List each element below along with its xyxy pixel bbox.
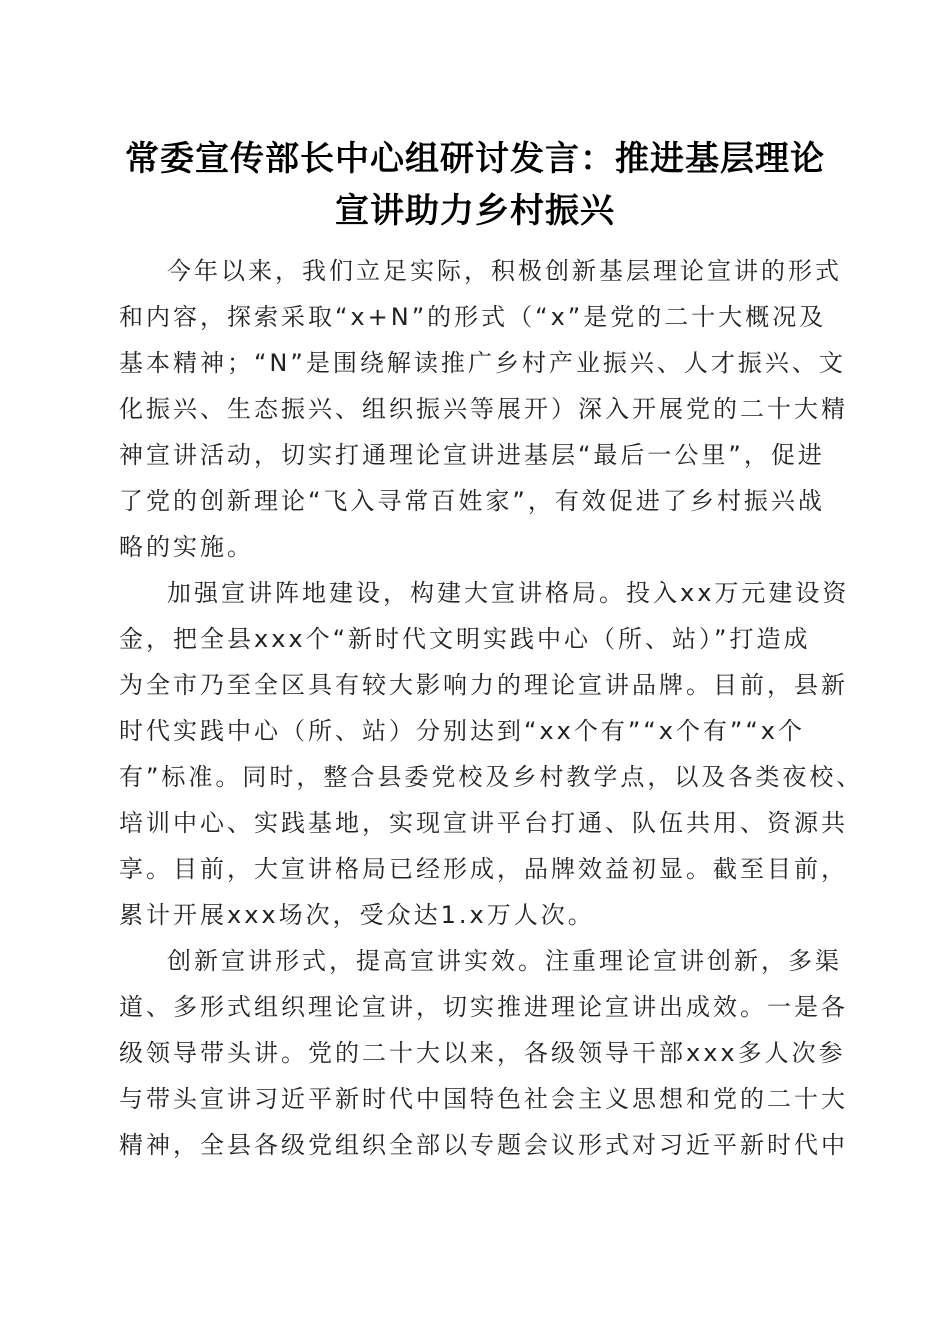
text-line: 培训中心、实践基地，实现宣讲平台打通、队伍共用、资源共	[119, 809, 848, 837]
text-line: 金，把全县xxx个“新时代文明实践中心（所、站）”打造成	[119, 625, 811, 653]
document-title	[100, 133, 850, 237]
text-line: 基本精神；“N”是围绕解读推广乡村产业振兴、人才振兴、文	[119, 349, 846, 377]
text-line: 加强宣讲阵地建设，构建大宣讲格局。投入xx万元建设资	[167, 579, 850, 607]
text-line: 精神，全县各级党组织全部以专题会议形式对习近平新时代中	[119, 1131, 848, 1159]
text-line: 和内容，探索采取“x+N”的形式（“x”是党的二十大概况及	[119, 303, 827, 331]
text-line: 时代实践中心（所、站）分别达到“xx个有”“x个有”“x个	[119, 717, 805, 745]
text-line: 化振兴、生态振兴、组织振兴等展开）深入开展党的二十大精	[119, 395, 848, 423]
text-line: 有”标准。同时，整合县委党校及乡村教学点，以及各类夜校、	[119, 763, 864, 791]
text-line: 为全市乃至全区具有较大影响力的理论宣讲品牌。目前，县新	[119, 671, 848, 699]
paragraph-venue-building	[119, 570, 864, 938]
document-body	[119, 248, 864, 1168]
title-line: 宣讲助力乡村振兴	[335, 191, 615, 231]
text-line: 创新宣讲形式，提高宣讲实效。注重理论宣讲创新，多渠	[167, 947, 842, 975]
text-line: 了党的创新理论“飞入寻常百姓家”，有效促进了乡村振兴战	[119, 487, 825, 515]
text-line: 与带头宣讲习近平新时代中国特色社会主义思想和党的二十大	[119, 1085, 848, 1113]
text-line: 享。目前，大宣讲格局已经形成，品牌效益初显。截至目前，	[119, 855, 848, 883]
paragraph-innovation	[119, 938, 848, 1168]
text-line: 级领导带头讲。党的二十大以来，各级领导干部xxx多人次参	[119, 1039, 846, 1067]
text-line: 道、多形式组织理论宣讲，切实推进理论宣讲出成效。一是各	[119, 993, 848, 1021]
title-line: 常委宣传部长中心组研讨发言：推进基层理论	[125, 139, 825, 179]
paragraph-intro	[119, 248, 848, 570]
text-line: 神宣讲活动，切实打通理论宣讲进基层“最后一公里”，促进	[119, 441, 825, 469]
text-line: 累计开展xxx场次，受众达1.x万人次。	[119, 901, 595, 929]
text-line: 略的实施。	[119, 533, 254, 561]
text-line: 今年以来，我们立足实际，积极创新基层理论宣讲的形式	[167, 257, 842, 285]
